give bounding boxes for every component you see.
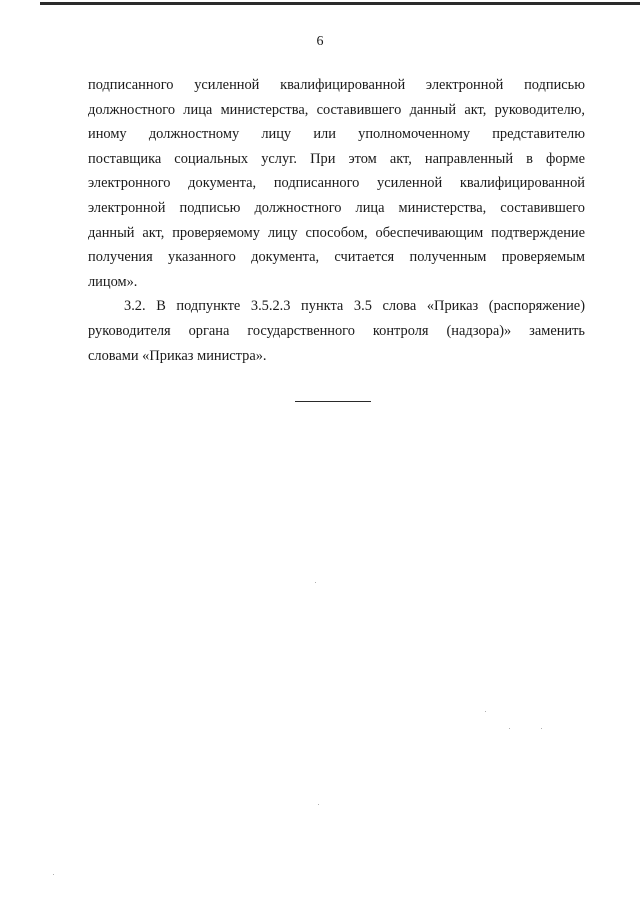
text-line: словами «Приказ министра».: [88, 347, 267, 364]
paragraph-amendment: [88, 294, 585, 368]
text-line: получения указанного документа, считается полученным проверяемым: [88, 249, 585, 266]
text-line: поставщика социальных услуг. При этом акт, направленный в форме: [88, 150, 585, 167]
scan-speck: [509, 728, 510, 729]
paragraph-continuation: [88, 73, 585, 294]
scan-speck: [318, 804, 319, 805]
scan-speck: [485, 711, 486, 712]
page-number: 6: [316, 34, 324, 49]
scan-speck: [53, 874, 54, 875]
document-body: [88, 73, 585, 368]
scan-speck: [541, 728, 542, 729]
text-line: подписанного усиленной квалифицированной электронной подписью: [88, 77, 585, 93]
text-line: должностного лица министерства, составившего данный акт, руководителю,: [88, 101, 585, 118]
text-line: лицом».: [88, 273, 138, 290]
text-line: иному должностному лицу или уполномоченному представителю: [88, 126, 585, 143]
end-of-text-rule: [295, 401, 371, 402]
top-scan-border: [40, 2, 640, 5]
text-line: руководителя органа государственного контроля (надзора)» заменить: [88, 322, 585, 339]
text-line: 3.2. В подпункте 3.5.2.3 пункта 3.5 слова «Приказ (распоряжение): [124, 298, 585, 315]
text-line: электронного документа, подписанного усиленной квалифицированной: [88, 175, 585, 192]
scan-speck: [315, 582, 316, 583]
text-line: электронной подписью должностного лица министерства, составившего: [88, 199, 585, 216]
text-line: данный акт, проверяемому лицу способом, обеспечивающим подтверждение: [88, 224, 585, 241]
